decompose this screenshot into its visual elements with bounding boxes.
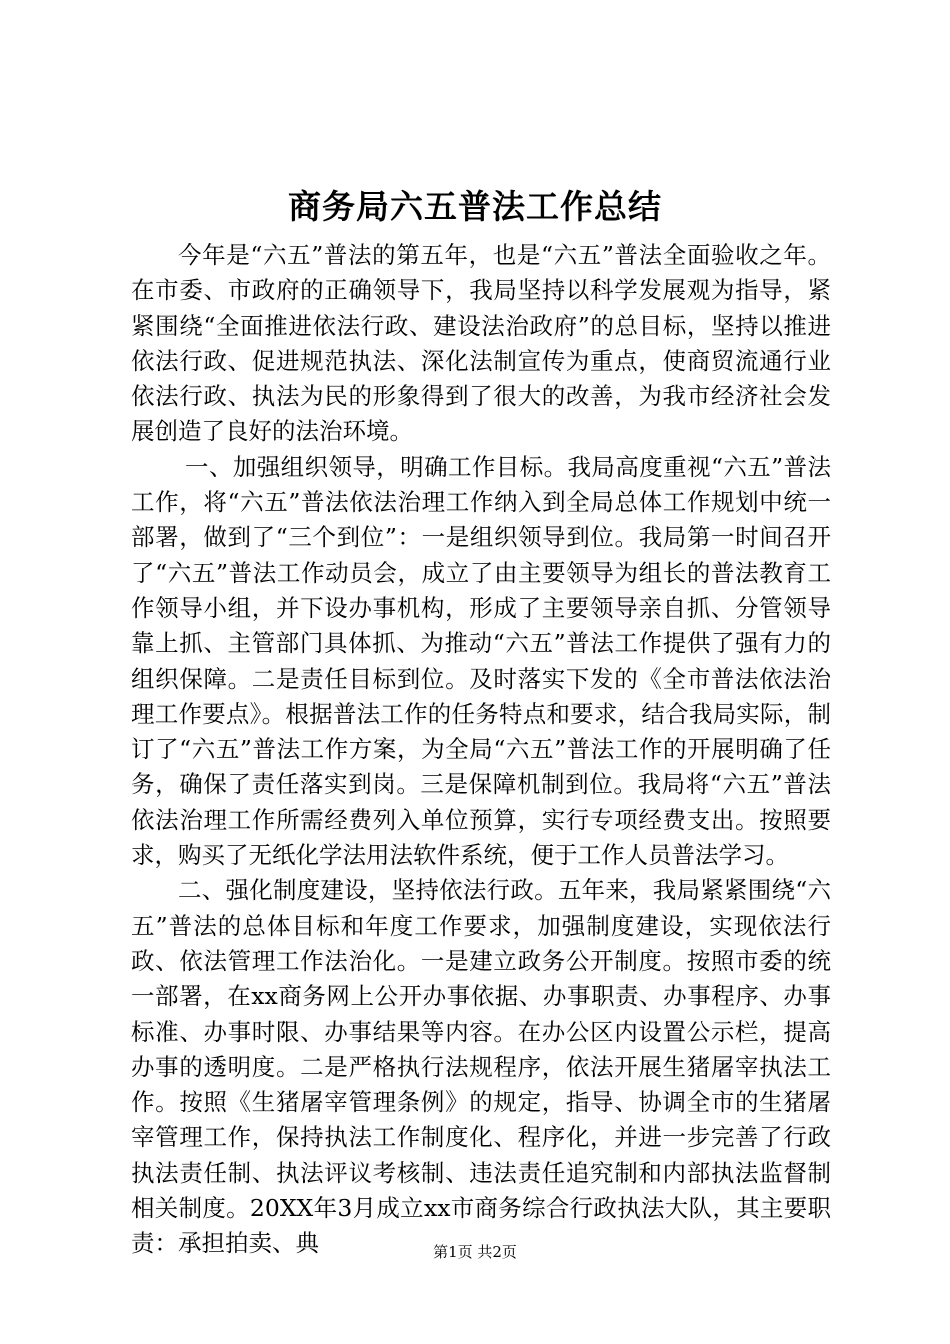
paragraph-intro: 今年是“六五”普法的第五年，也是“六五”普法全面验收之年。在市委、市政府的正确领导下，我局坚持以科学发展观为指导，紧紧围绕“全面推进依法行政、建设法治政府”的总目标，坚持以推进依法行政、促进规范执法、深化法制宣传为重点，使商贸流通行业依法行政、执法为民的形象得到了很大的改善，为我市经济社会发展创造了良好的法治环境。 <box>131 241 831 446</box>
page-footer: 第1页 共2页 <box>433 1243 517 1261</box>
paragraph-organization: 一、加强组织领导，明确工作目标。我局高度重视“六五”普法工作，将“六五”普法依法治理工作纳入到全局总体工作规划中统一部署，做到了“三个到位”：一是组织领导到位。我局第一时间召开了“六五”普法工作动员会，成立了由主要领导为组长的普法教育工作领导小组，并下设办事机构，形成了主要领导亲自抓、分管领导靠上抓、主管部门具体抓、为推动“六五”普法工作提供了强有力的组织保障。二是责任目标到位。及时落实下发的《全市普法依法治理工作要点》。根据普法工作的任务特点和要求，结合我局实际，制订了“六五”普法工作方案，为全局“六五”普法工作的开展明确了任务，确保了责任落实到岗。三是保障机制到位。我局将“六五”普法依法治理工作所需经费列入单位预算，实行专项经费支出。按照要求，购买了无纸化学法用法软件系统，便于工作人员普法学习。 <box>131 452 831 870</box>
paragraph-system-building: 二、强化制度建设，坚持依法行政。五年来，我局紧紧围绕“六五”普法的总体目标和年度工作要求，加强制度建设，实现依法行政、依法管理工作法治化。一是建立政务公开制度。按照市委的统一部署，在xx商务网上公开办事依据、办事职责、办事程序、办事标准、办事时限、办事结果等内容。在办公区内设置公示栏，提高办事的透明度。二是严格执行法规程序，依法开展生猪屠宰执法工作。按照《生猪屠宰管理条例》的规定，指导、协调全市的生猪屠宰管理工作，保持执法工作制度化、程序化，并进一步完善了行政执法责任制、执法评议考核制、违法责任追究制和内部执法监督制相关制度。20XX年3月成立xx市商务综合行政执法大队，其主要职责：承担拍卖、典 <box>131 876 831 1258</box>
document-body <box>131 238 831 1262</box>
document-title: 商务局六五普法工作总结 <box>288 187 662 226</box>
